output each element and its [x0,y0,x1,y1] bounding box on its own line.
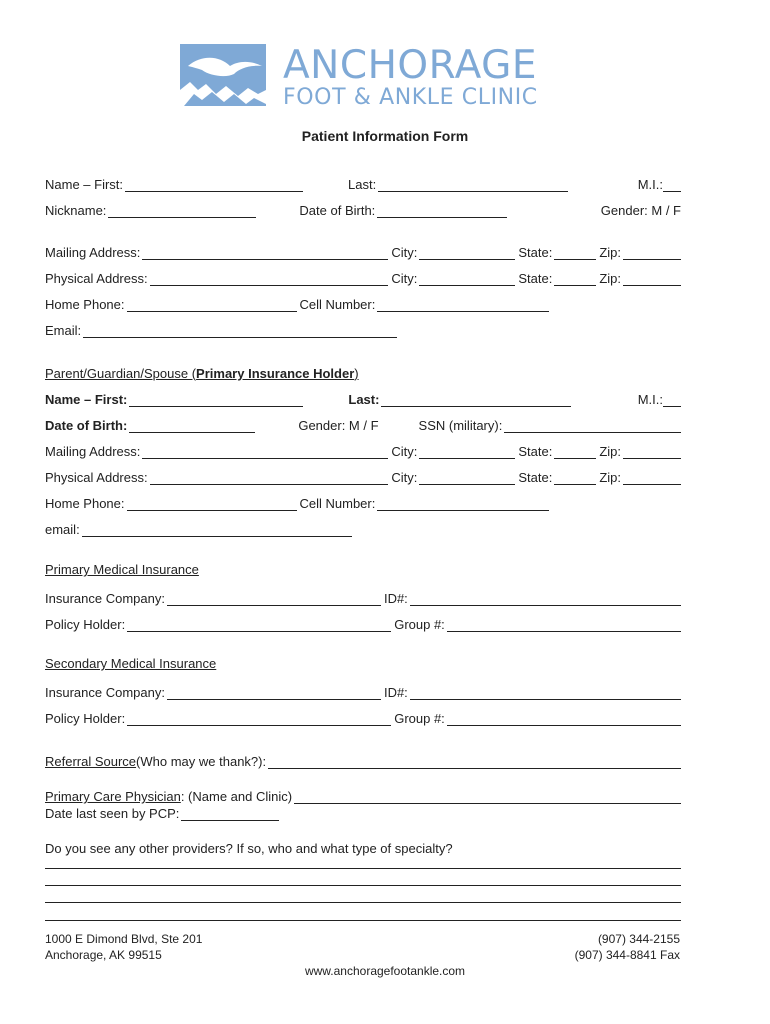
label-state: State: [518,470,553,485]
pcp-last-seen-field[interactable] [181,806,279,821]
label-nickname: Nickname: [45,203,107,218]
holder-dob-field[interactable] [129,418,255,433]
holder-heading [45,363,681,381]
label-pcp-detail: : (Name and Clinic) [180,789,293,804]
label-mi: M.I.: [637,177,663,192]
holder-first-name-field[interactable] [129,392,303,407]
footer-address [45,931,202,963]
footer-address-line1: 1000 E Dimond Blvd, Ste 201 [45,932,203,946]
other-providers-line-1[interactable] [45,868,681,869]
holder-cell-number-field[interactable] [377,496,549,511]
zip-field[interactable] [623,245,681,260]
holder-mailing-address-field[interactable] [142,444,388,459]
zip-field[interactable] [623,271,681,286]
form-title: Patient Information Form [301,128,469,144]
secondary-group-field[interactable] [447,711,681,726]
label-holder-last-name: Last: [348,392,380,407]
other-providers-line-3[interactable] [45,902,681,903]
patient-phone-row [45,294,681,312]
label-mailing-address: Mailing Address: [45,245,141,260]
label-secondary-id: ID#: [383,685,408,700]
label-holder-email: email: [45,522,80,537]
last-name-field[interactable] [378,177,568,192]
holder-zip-field[interactable] [623,444,681,459]
label-dob: Date of Birth: [299,203,376,218]
label-pcp: Primary Care Physician [45,789,181,804]
holder-dob-row [45,415,681,433]
label-state: State: [518,444,553,459]
other-providers-line-2[interactable] [45,885,681,886]
holder-physical-address-field[interactable] [150,470,389,485]
label-holder-mi: M.I.: [637,392,663,407]
label-zip: Zip: [599,470,621,485]
secondary-company-row [45,682,681,700]
label-city: City: [391,245,418,260]
label-first-name: Name – First: [45,177,124,192]
logo-subtitle: FOOT & ANKLE CLINIC [283,85,538,110]
other-providers-line-4[interactable] [45,920,681,921]
secondary-insurance-heading: Secondary Medical Insurance [45,656,217,671]
label-secondary-company: Insurance Company: [45,685,165,700]
holder-last-name-field[interactable] [381,392,571,407]
holder-heading-prefix: Parent/Guardian/Spouse ( [45,366,197,381]
label-primary-id: ID#: [383,591,408,606]
label-last-name: Last: [348,177,377,192]
pcp-last-seen-row [45,803,681,821]
patient-name-row [45,174,681,192]
other-providers-row [45,838,681,856]
patient-email-row [45,320,681,338]
label-holder-ssn: SSN (military): [418,418,503,433]
logo-title: ANCHORAGE [283,43,537,88]
other-providers-question: Do you see any other providers? If so, who and what type of specialty? [45,841,453,856]
primary-company-field[interactable] [167,591,381,606]
mi-field[interactable] [663,177,681,192]
patient-physical-row [45,268,681,286]
nickname-field[interactable] [108,203,256,218]
primary-insurance-heading: Primary Medical Insurance [45,562,199,577]
label-pcp-last-seen: Date last seen by PCP: [45,806,180,821]
label-zip: Zip: [599,245,621,260]
primary-policy-row [45,614,681,632]
holder-mi-field[interactable] [663,392,681,407]
holder-heading-suffix: ) [354,366,359,381]
label-primary-company: Insurance Company: [45,591,165,606]
holder-zip-field[interactable] [623,470,681,485]
label-referral-source: Referral Source [45,754,137,769]
label-holder-dob: Date of Birth: [45,418,128,433]
footer-contact [575,931,680,963]
secondary-policy-row [45,708,681,726]
dob-field[interactable] [377,203,507,218]
holder-email-field[interactable] [82,522,352,537]
label-home-phone: Home Phone: [45,297,125,312]
holder-city-field[interactable] [419,470,515,485]
holder-email-row [45,519,681,537]
footer-address-line2: Anchorage, AK 99515 [45,948,162,962]
label-holder-home-phone: Home Phone: [45,496,125,511]
home-phone-field[interactable] [127,297,297,312]
primary-company-row [45,588,681,606]
primary-group-field[interactable] [447,617,681,632]
label-holder-cell-number: Cell Number: [299,496,376,511]
holder-home-phone-field[interactable] [127,496,297,511]
state-field[interactable] [554,271,596,286]
state-field[interactable] [554,245,596,260]
holder-state-field[interactable] [554,444,596,459]
label-secondary-group: Group #: [394,711,445,726]
holder-heading-bold: Primary Insurance Holder [196,366,355,381]
label-physical-address: Physical Address: [45,271,148,286]
city-field[interactable] [419,245,515,260]
secondary-company-field[interactable] [167,685,381,700]
city-field[interactable] [419,271,515,286]
holder-name-row [45,389,681,407]
label-holder-physical-address: Physical Address: [45,470,148,485]
label-state: State: [518,271,553,286]
gender-select[interactable]: Gender: M / F [600,203,681,218]
holder-gender-select[interactable]: Gender: M / F [298,418,379,433]
pcp-field[interactable] [294,789,681,804]
primary-id-field[interactable] [410,591,681,606]
label-referral-question: (Who may we thank?): [136,754,267,769]
patient-nickname-row [45,200,681,218]
label-primary-group: Group #: [394,617,445,632]
holder-city-field[interactable] [419,444,515,459]
referral-row [45,751,681,769]
label-city: City: [391,470,418,485]
label-city: City: [391,444,418,459]
label-secondary-policy-holder: Policy Holder: [45,711,126,726]
label-zip: Zip: [599,444,621,459]
mailing-address-field[interactable] [142,245,388,260]
footer-phone: (907) 344-2155 [597,932,680,946]
holder-ssn-field[interactable] [504,418,681,433]
holder-phone-row [45,493,681,511]
cell-number-field[interactable] [377,297,549,312]
label-zip: Zip: [599,271,621,286]
primary-policy-holder-field[interactable] [127,617,391,632]
pcp-row [45,786,681,804]
label-cell-number: Cell Number: [299,297,376,312]
patient-mailing-row [45,242,681,260]
holder-mailing-row [45,441,681,459]
holder-state-field[interactable] [554,470,596,485]
footer-website[interactable]: www.anchoragefootankle.com [304,964,466,978]
footer-fax: (907) 344-8841 Fax [574,948,680,962]
label-primary-policy-holder: Policy Holder: [45,617,126,632]
label-city: City: [391,271,418,286]
secondary-id-field[interactable] [410,685,681,700]
bird-mountain-logo-icon [180,44,266,106]
physical-address-field[interactable] [150,271,389,286]
label-holder-first-name: Name – First: [45,392,128,407]
label-email: Email: [45,323,82,338]
referral-source-field[interactable] [268,754,681,769]
label-state: State: [518,245,553,260]
holder-physical-row [45,467,681,485]
first-name-field[interactable] [125,177,303,192]
email-field[interactable] [83,323,397,338]
secondary-policy-holder-field[interactable] [127,711,391,726]
label-holder-mailing-address: Mailing Address: [45,444,141,459]
